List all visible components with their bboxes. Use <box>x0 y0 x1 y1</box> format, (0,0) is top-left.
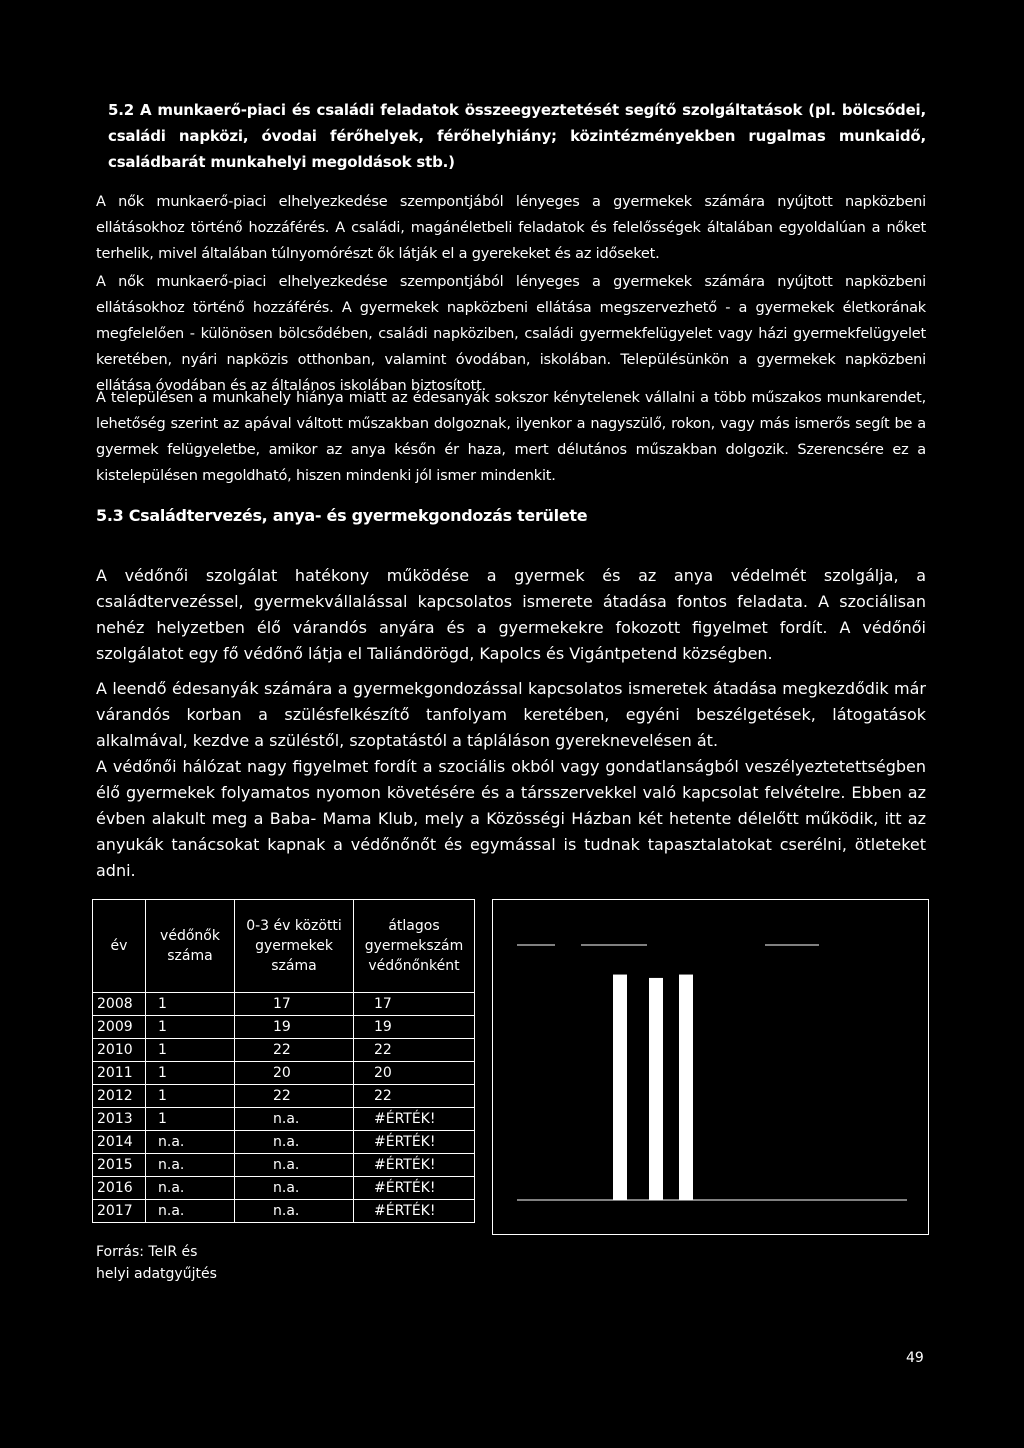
table-cell: 1 <box>146 1085 235 1108</box>
table-cell: 20 <box>354 1062 475 1085</box>
table-cell: 2010 <box>93 1039 146 1062</box>
header-nurses: védőnők száma <box>146 900 235 993</box>
table-cell: n.a. <box>235 1200 354 1223</box>
table-cell: n.a. <box>146 1154 235 1177</box>
table-cell: n.a. <box>235 1177 354 1200</box>
table-cell: #ÉRTÉK! <box>354 1131 475 1154</box>
table-cell: 2015 <box>93 1154 146 1177</box>
table-cell: 2012 <box>93 1085 146 1108</box>
paragraph-2: A nők munkaerő-piaci elhelyezkedése szempontjából lényeges a gyermekek számára nyújtott napközbeni ellátásokhoz történő hozzáférés. A gyermekek napközbeni ellátása megszervezhető - a gyermekek életkorának megfelelően - különösen bölcsődében, családi napköziben, családi gyermekfelügyelet vagy házi gyermekfelügyelet keretében, nyári napközis otthonban, valamint óvodában, iskolában. Településünkön a gyermekek napközbeni ellátása óvodában és az általános iskolában biztosított. <box>96 274 926 394</box>
table-cell: 22 <box>354 1085 475 1108</box>
table-cell: #ÉRTÉK! <box>354 1154 475 1177</box>
header-year: év <box>93 900 146 993</box>
table-cell: 2014 <box>93 1131 146 1154</box>
table-cell: #ÉRTÉK! <box>354 1200 475 1223</box>
table-row <box>93 1062 475 1085</box>
section-heading-5-3: 5.3 Családtervezés, anya- és gyermekgondozás területe <box>96 506 588 525</box>
table-cell: 19 <box>354 1016 475 1039</box>
paragraph-5: A leendő édesanyák számára a gyermekgondozással kapcsolatos ismeretek átadása megkezdődik már várandós korban a szülésfelkészítő tanfolyam keretében, egyéni beszélgetések, látogatások alkalmával, kezdve a szüléstől, szoptatástól a tápláláson gyereknevelésen át. <box>96 679 926 750</box>
nurse-statistics-table <box>92 899 475 1223</box>
chart-area <box>492 899 929 1235</box>
source-line-1: Forrás: TeIR és <box>96 1244 198 1260</box>
table-cell: 20 <box>235 1062 354 1085</box>
page-number: 49 <box>906 1350 924 1366</box>
table-cell: 2016 <box>93 1177 146 1200</box>
table-cell: 2013 <box>93 1108 146 1131</box>
header-average: átlagos gyermekszám védőnőnként <box>354 900 475 993</box>
table-cell: 1 <box>146 993 235 1016</box>
table-cell: 17 <box>235 993 354 1016</box>
table-cell: 22 <box>235 1039 354 1062</box>
table-cell: n.a. <box>146 1200 235 1223</box>
table-cell: n.a. <box>235 1108 354 1131</box>
table-cell: 22 <box>235 1085 354 1108</box>
table-header-row <box>93 900 475 993</box>
paragraph-3: A településen a munkahely hiánya miatt az édesanyák sokszor kénytelenek vállalni a több műszakos munkarendet, lehetőség szerint az apával váltott műszakban dolgoznak, ilyenkor a nagyszülő, rokon, vagy más ismerős segít be a gyermek felügyeletbe, amikor az anya későn ér haza, mert délutános műszakban dolgozik. Szerencsére ez a kistelepülésen megoldható, hiszen mindenki jól ismer mindenkit. <box>96 390 926 484</box>
table-cell: n.a. <box>146 1131 235 1154</box>
table-cell: 2009 <box>93 1016 146 1039</box>
table-cell: 1 <box>146 1016 235 1039</box>
table-cell: n.a. <box>235 1154 354 1177</box>
chart-bar-3 <box>679 975 693 1200</box>
table-row <box>93 1154 475 1177</box>
table-cell: 1 <box>146 1108 235 1131</box>
table-cell: 1 <box>146 1039 235 1062</box>
table-row <box>93 1108 475 1131</box>
table-cell: n.a. <box>235 1131 354 1154</box>
chart-bar-1 <box>613 975 627 1200</box>
table-cell: 19 <box>235 1016 354 1039</box>
chart-bar-2 <box>649 978 663 1200</box>
table-cell: 1 <box>146 1062 235 1085</box>
table-cell: n.a. <box>146 1177 235 1200</box>
table-row <box>93 1039 475 1062</box>
table-row <box>93 1131 475 1154</box>
table-cell: 2017 <box>93 1200 146 1223</box>
table-row <box>93 993 475 1016</box>
table-cell: 2011 <box>93 1062 146 1085</box>
table-source <box>96 1241 217 1285</box>
table-cell: #ÉRTÉK! <box>354 1108 475 1131</box>
paragraph-4: A védőnői szolgálat hatékony működése a gyermek és az anya védelmét szolgálja, a családtervezéssel, gyermekvállalással kapcsolatos ismerete átadása fontos feladata. A szociálisan nehéz helyzetben élő várandós anyára és a gyermekekre fokozott figyelmet fordít. A védőnői szolgálatot egy fő védőnő látja el Taliándörögd, Kapolcs és Vigántpetend községben. <box>96 566 926 663</box>
table-row <box>93 1177 475 1200</box>
paragraph-6: A védőnői hálózat nagy figyelmet fordít a szociális okból vagy gondatlanságból veszélyeztetettségben élő gyermekek folyamatos nyomon követésére és a társszervekkel való kapcsolat felvételre. Ebben az évben alakult meg a Baba- Mama Klub, mely a Közösségi Házban két hetente délelőtt működik, itt az anyukák tanácsokat kapnak a védőnőnőt és egymással is tudnak tapasztalatokat cserélni, ötleteket adni. <box>96 757 926 880</box>
header-children: 0-3 év közötti gyermekek száma <box>235 900 354 993</box>
paragraph-1: A nők munkaerő-piaci elhelyezkedése szempontjából lényeges a gyermekek számára nyújtott napközbeni ellátásokhoz történő hozzáférés. A családi, magánéletbeli feladatok és felelősségek általában egyoldalúan a nőket terhelik, mivel általában túlnyomórészt ők látják el a gyerekeket és az időseket. <box>96 194 926 262</box>
table-cell: 17 <box>354 993 475 1016</box>
table-cell: #ÉRTÉK! <box>354 1177 475 1200</box>
table-row <box>93 1085 475 1108</box>
table-row <box>93 1200 475 1223</box>
table-row <box>93 1016 475 1039</box>
section-heading-5-2: 5.2 A munkaerő-piaci és családi feladatok összeegyeztetését segítő szolgáltatások (pl. bölcsődei, családi napközi, óvodai férőhelyek, férőhelyhiány; közintézményekben rugalmas munkaidő, családbarát munkahelyi megoldások stb.) <box>108 101 926 171</box>
bar-chart <box>493 900 928 1234</box>
source-line-2: helyi adatgyűjtés <box>96 1266 217 1282</box>
table-cell: 2008 <box>93 993 146 1016</box>
table-cell: 22 <box>354 1039 475 1062</box>
